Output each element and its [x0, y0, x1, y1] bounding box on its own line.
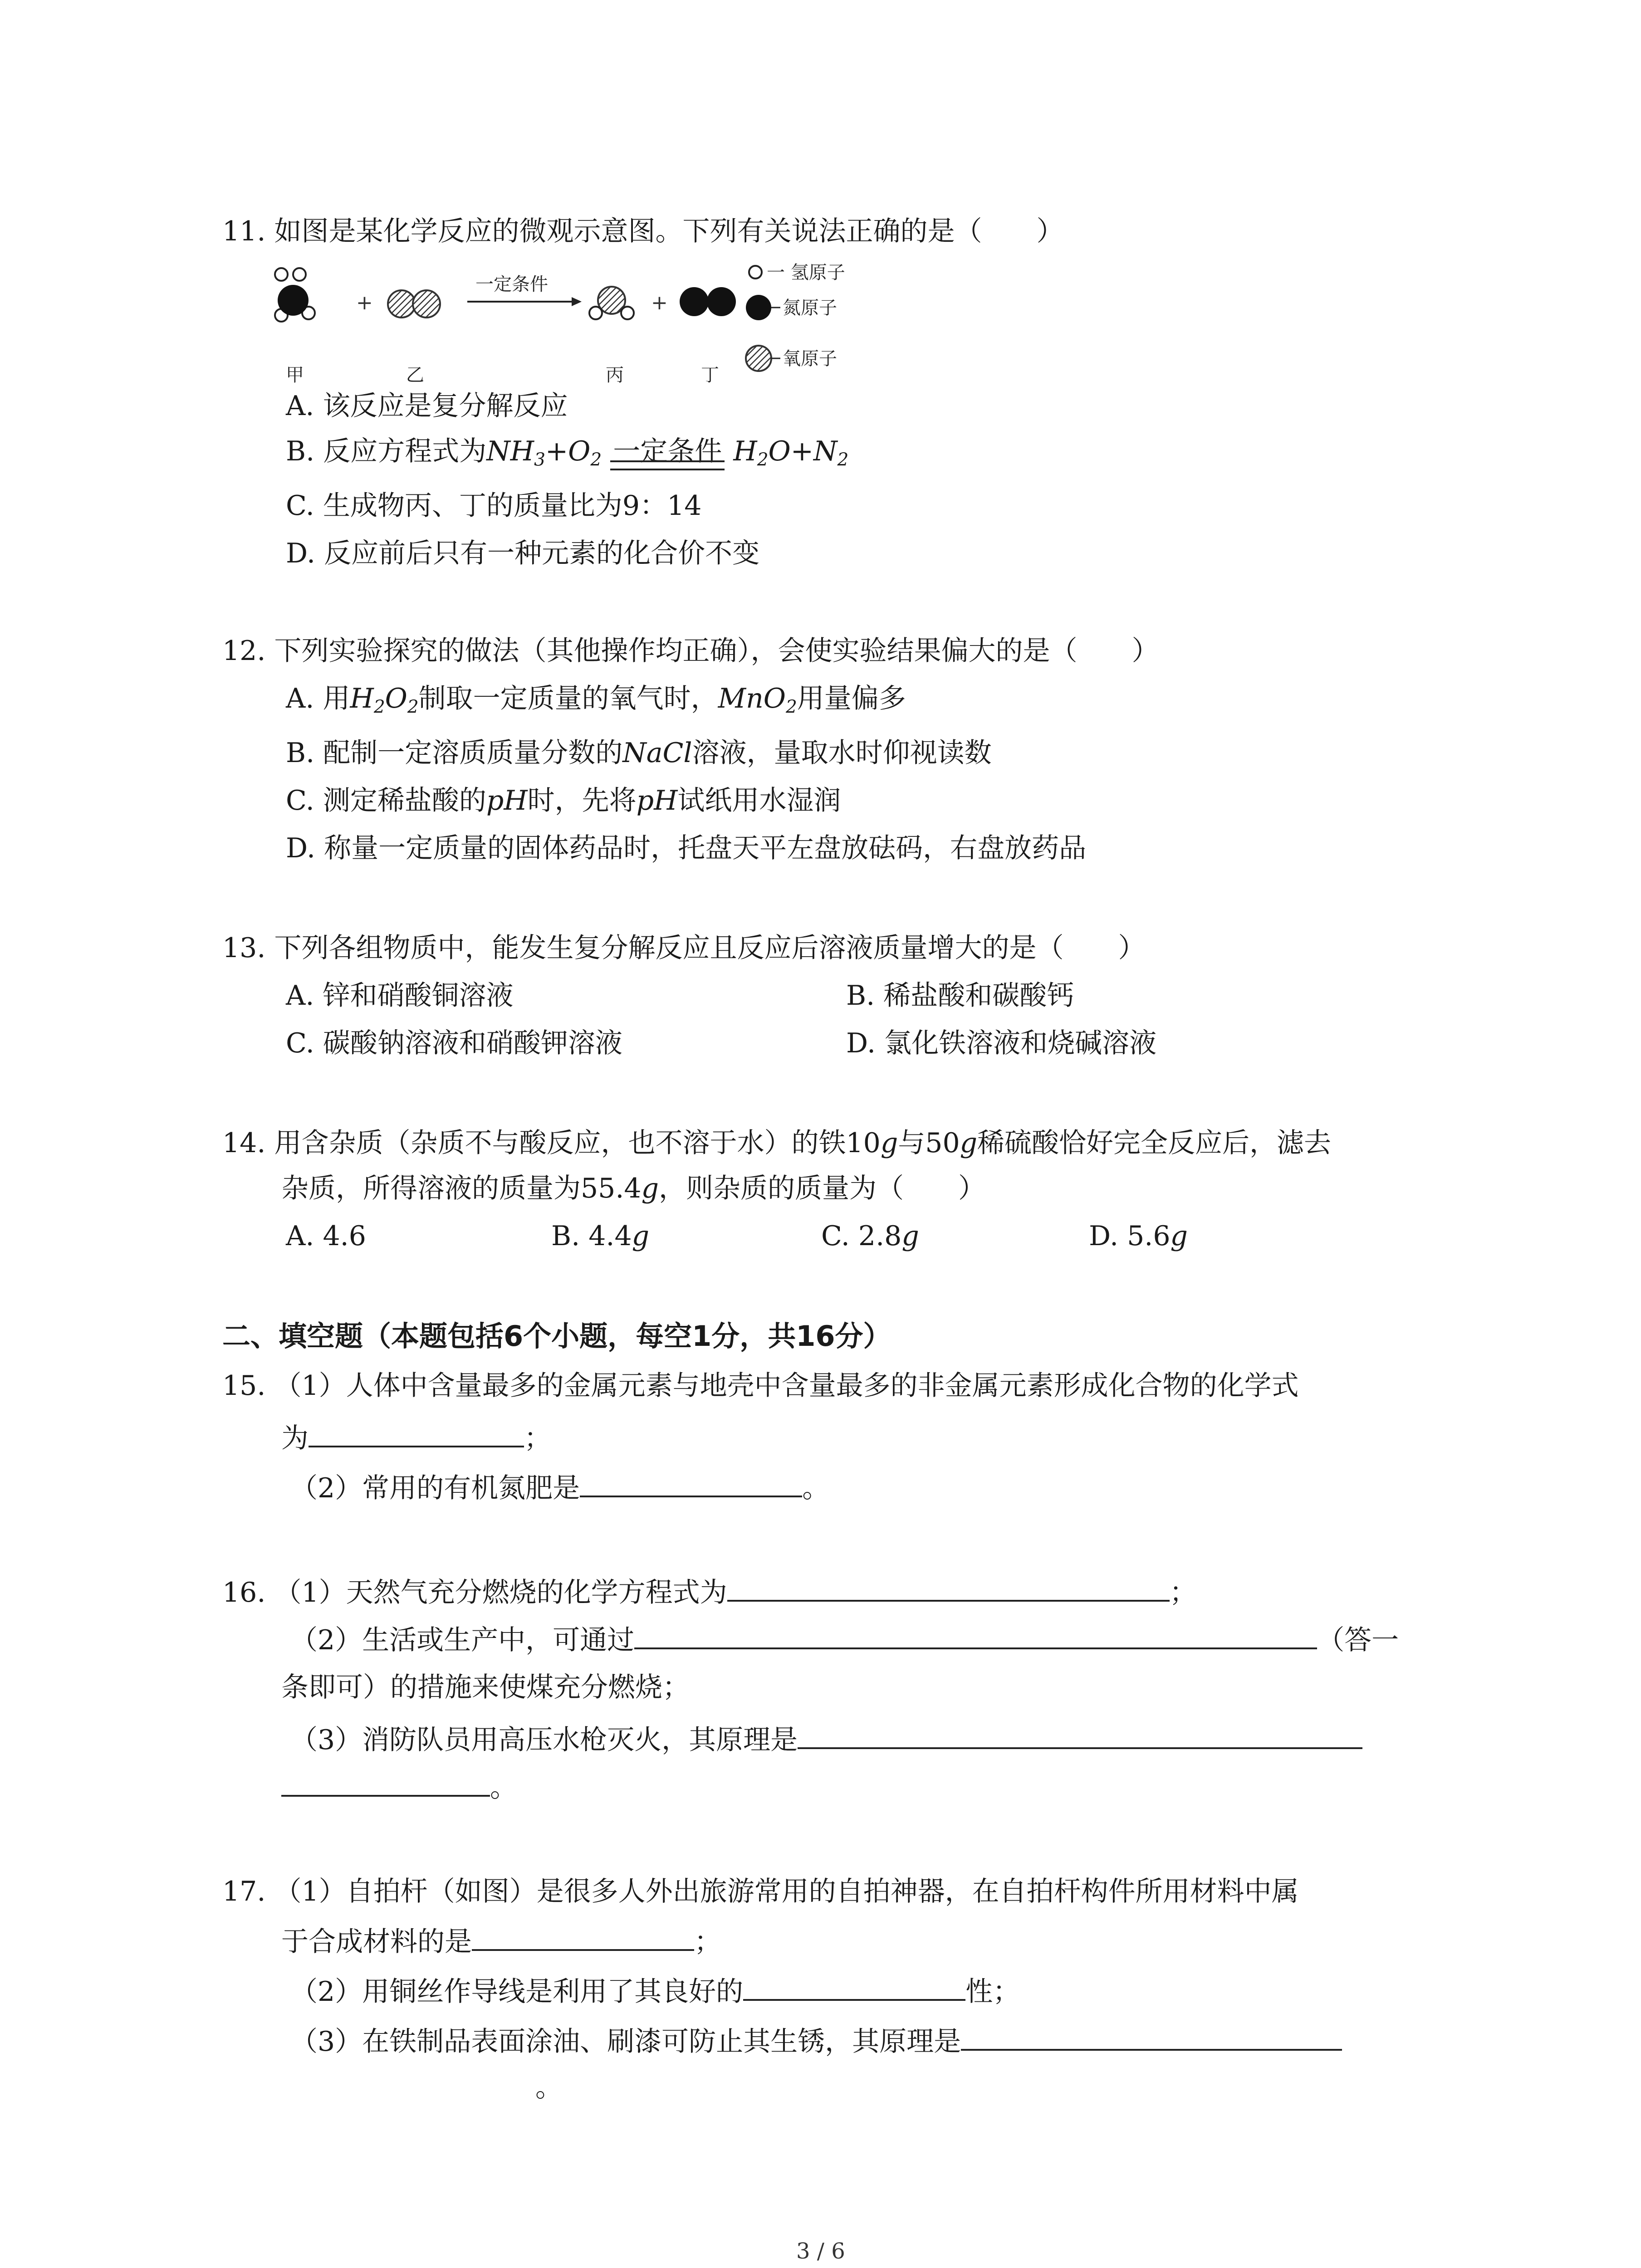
q17-line5: 。	[281, 2073, 563, 2101]
answer-blank[interactable]	[472, 1926, 694, 1951]
q16-line5: 。	[281, 1771, 517, 1801]
q11-option-a: A. 该反应是复分解反应	[286, 390, 568, 422]
answer-blank[interactable]	[580, 1472, 802, 1497]
svg-text:丁: 丁	[701, 365, 719, 386]
svg-text:氧原子: 氧原子	[783, 348, 837, 369]
q17-line4: （3）在铁制品表面涂油、刷漆可防止其生锈，其原理是	[290, 2025, 1342, 2055]
q17-line2: 于合成材料的是 ；	[281, 1926, 721, 1958]
answer-blank[interactable]	[309, 1422, 524, 1447]
q17-line3: （2）用铜丝作导线是利用了其良好的 性；	[290, 1976, 1020, 2008]
q14-option-a: A. 4.6	[286, 1220, 366, 1252]
page-number: 3 / 6	[796, 2239, 845, 2264]
reaction-diagram	[272, 259, 907, 395]
answer-blank[interactable]	[281, 1771, 490, 1797]
q11-stem: 11. 如图是某化学反应的微观示意图。下列有关说法正确的是（ ）	[222, 215, 1064, 247]
answer-blank[interactable]	[281, 2073, 535, 2097]
q12-option-d: D. 称量一定质量的固体药品时，托盘天平左盘放砝码，右盘放药品	[286, 832, 1087, 864]
oxygen-atom-icon	[746, 346, 771, 371]
q16-line3: 条即可）的措施来使煤充分燃烧；	[281, 1672, 690, 1703]
q12-option-a: A. 用$H_2O_2$制取一定质量的氧气时，MnO$_2$用量偏多	[286, 683, 906, 718]
arrow-label: 一定条件	[475, 274, 548, 295]
svg-text:乙: 乙	[406, 365, 424, 386]
hydrogen-atom-icon	[749, 266, 762, 279]
q17-line1: 17. （1）自拍杆（如图）是很多人外出旅游常用的自拍神器，在自拍杆构件所用材料中属	[222, 1876, 1299, 1907]
legend	[746, 262, 845, 371]
nitrogen-atom-icon	[746, 295, 771, 320]
svg-text:甲: 甲	[286, 365, 304, 386]
q15-line2: 为 ；	[281, 1422, 551, 1454]
q11-option-b: B. 反应方程式为$NH_3+O_2$ 一定条件 $H_2O+N_2$	[286, 435, 849, 470]
answer-blank[interactable]	[634, 1624, 1317, 1649]
svg-text:一 氢原子: 一 氢原子	[767, 262, 845, 283]
svg-text:+: +	[651, 291, 668, 314]
answer-blank[interactable]	[727, 1576, 1170, 1602]
reaction-arrow-icon	[467, 274, 582, 306]
equation-condition: 一定条件	[610, 438, 725, 465]
q13-stem: 13. 下列各组物质中，能发生复分解反应且反应后溶液质量增大的是（ ）	[222, 932, 1146, 964]
molecule-n2-icon	[680, 287, 736, 316]
q12-stem: 12. 下列实验探究的做法（其他操作均正确），会使实验结果偏大的是（ ）	[222, 635, 1159, 667]
svg-text:+: +	[356, 291, 373, 314]
q16-line2: （2）生活或生产中，可通过 （答一	[290, 1624, 1399, 1656]
q13-option-d: D. 氯化铁溶液和烧碱溶液	[846, 1027, 1157, 1059]
answer-blank[interactable]	[798, 1724, 1362, 1749]
q11-option-c: C. 生成物丙、丁的质量比为9：14	[286, 490, 702, 522]
q14-stem: 14. 用含杂质（杂质不与酸反应，也不溶于水）的铁10g与50g稀硫酸恰好完全反应后，滤去	[222, 1127, 1332, 1159]
svg-text:氮原子: 氮原子	[783, 298, 837, 318]
q13-option-c: C. 碳酸钠溶液和硝酸钾溶液	[286, 1027, 622, 1059]
molecule-h2o-icon	[589, 287, 634, 319]
q13-option-b: B. 稀盐酸和碳酸钙	[846, 980, 1074, 1012]
q12-option-b: B. 配制一定溶质质量分数的NaCl溶液，量取水时仰视读数	[286, 737, 992, 769]
q15-line1: 15. （1）人体中含量最多的金属元素与地壳中含量最多的非金属元素形成化合物的化学式	[222, 1370, 1299, 1402]
q14-option-d: D. 5.6g	[1089, 1220, 1188, 1252]
q11-option-d: D. 反应前后只有一种元素的化合价不变	[286, 538, 760, 569]
answer-blank[interactable]	[743, 1975, 965, 2001]
q14-option-c: C. 2.8g	[821, 1220, 919, 1252]
q16-line4: （3）消防队员用高压水枪灭火，其原理是	[290, 1724, 1362, 1754]
q15-line3: （2）常用的有机氮肥是 。	[290, 1472, 830, 1504]
molecule-nh3-icon	[275, 268, 315, 322]
section-title: 二、填空题（本题包括6个小题，每空1分，共16分）	[222, 1320, 892, 1353]
molecule-o2-icon	[388, 290, 440, 318]
q14-option-b: B. 4.4g	[551, 1220, 650, 1252]
answer-blank[interactable]	[961, 2025, 1342, 2051]
q16-line1: 16. （1）天然气充分燃烧的化学方程式为 ；	[222, 1577, 1197, 1608]
q14-stem-line2: 杂质，所得溶液的质量为55.4g，则杂质的质量为（ ）	[281, 1173, 986, 1204]
q12-option-c: C. 测定稀盐酸的pH时，先将pH试纸用水湿润	[286, 785, 841, 816]
q13-option-a: A. 锌和硝酸铜溶液	[286, 980, 514, 1012]
svg-text:丙: 丙	[606, 365, 624, 386]
